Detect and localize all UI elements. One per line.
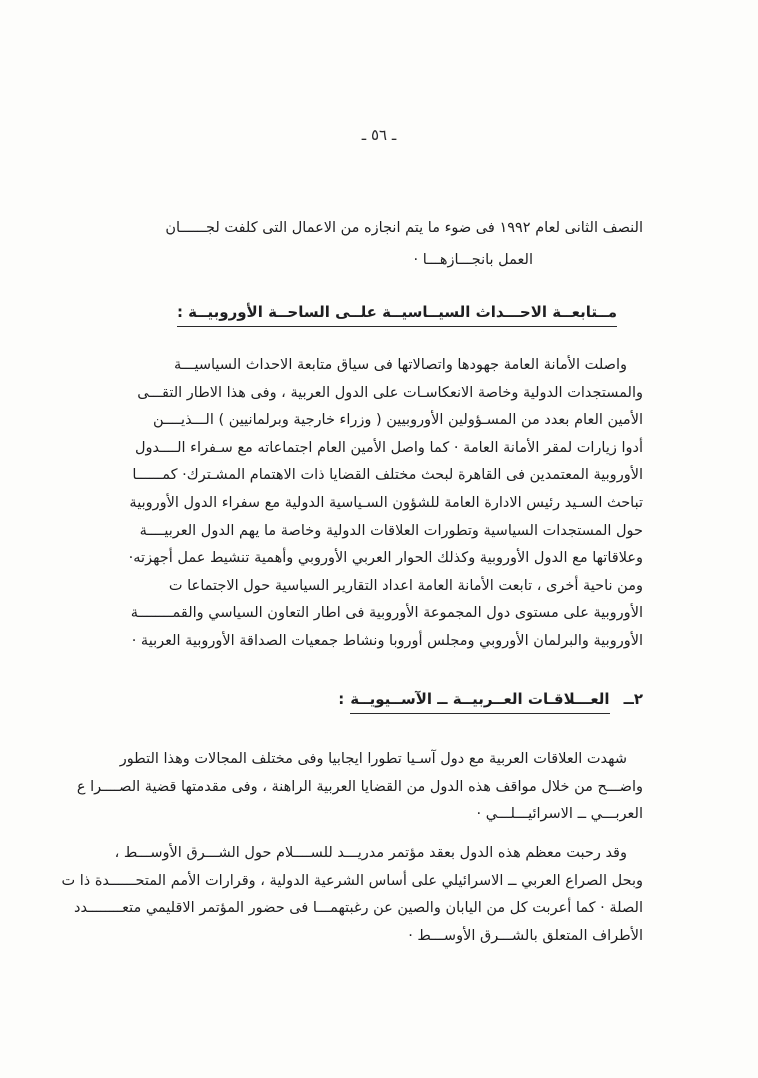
asia-paragraph-2 [61,840,643,950]
text-line: وعلاقاتها مع الدول الأوروبية وكذلك الحوار العربي الأوروبي وأهمية تنشيط عمل أجهزته· [128,550,643,567]
text-line: العربـــي ــ الاسرائيـــلـــي · [476,806,643,823]
section-heading-europe [128,303,643,327]
page-number: ـ ٥٦ ـ [361,126,397,144]
europe-paragraph [128,352,643,656]
text-line: الأوروبية المعتمدين فى القاهرة لبحث مختلف القضايا ذات الاهتمام المشـترك· كمــــــا [132,467,643,484]
intro-paragraph [128,212,643,276]
text-line: النصف الثانى لعام ١٩٩٢ فى ضوء ما يتم انجازه من الاعمال التى كلفت لجــــــان [165,220,643,236]
text-line: والمستجدات الدولية وخاصة الانعكاسـات على الدول العربية ، وفى هذا الاطار التقـــى [137,384,643,401]
text-line: وبحل الصراع العربي ــ الاسرائيلي على أساس الشرعية الدولية ، وقرارات الأمم المتحــــــدة ذا ت [61,872,643,889]
text-line: الأوروبية والبرلمان الأوروبي ومجلس أوروبا ونشاط جمعيات الصداقة الأوروبية العربية · [131,632,643,649]
text-line: ومن ناحية أخرى ، تابعت الأمانة العامة اعداد التقارير السياسية حول الاجتماعا ت [168,577,643,594]
text-line: الأوروبية على مستوى دول المجموعة الأوروبية فى اطار التعاون السياسي والقمــــــــة [130,605,643,622]
text-line: الأمين العام بعدد من المسـؤولين الأوروبيين ( وزراء خارجية وبرلمانيين ) الـــذيــــن [153,412,643,429]
section-heading-asia [128,690,643,714]
text-line: حول المستجدات السياسية وتطورات العلاقات الدولية وخاصة ما يهم الدول العربيــــة [139,522,643,539]
asia-paragraph-1 [76,746,643,829]
text-line: الأطراف المتعلق بالشـــرق الأوســـط · [408,927,643,944]
text-line: أدوا زيارات لمقر الأمانة العامة · كما واصل الأمين العام اجتماعاته مع سـفراء الــــدول [134,439,643,456]
section-heading-text: مــتابعــة الاحـــداث السيــاسيــة علــى الساحــة الأوروبيــة : [177,303,617,327]
section-heading-text: العـــلاقـات العــربيــة ــ الآســيويــة [350,690,609,714]
text-line: واضـــح من خلال مواقف هذه الدول من القضايا العربية الراهنة ، وفى مقدمتها قضية الصــــرا ع [76,778,643,795]
text-line: تباحث السـيد رئيس الادارة العامة للشؤون السـياسية الدولية مع سفراء الدول الأوروبية [129,494,643,511]
section-number: ٢ــ [623,690,643,708]
text-line: واصلت الأمانة العامة جهودها واتصالاتها فى سياق متابعة الاحداث السياسيـــة [173,357,627,373]
heading-colon: : [338,690,345,708]
text-line: العمل بانجـــازهـــا · [413,252,533,268]
text-line: الصلة · كما أعربت كل من اليابان والصين عن رغبتهمـــا فى حضور المؤتمر الاقليمي متعــــــــدد [74,900,643,917]
text-line: شهدت العلاقات العربية مع دول آسـيا تطورا ايجابيا وفى مختلف المجالات وهذا التطور [119,751,627,767]
text-line: وقد رحبت معظم هذه الدول بعقد مؤتمر مدريـــد للســــلام حول الشـــرق الأوســـط ، [114,845,627,861]
